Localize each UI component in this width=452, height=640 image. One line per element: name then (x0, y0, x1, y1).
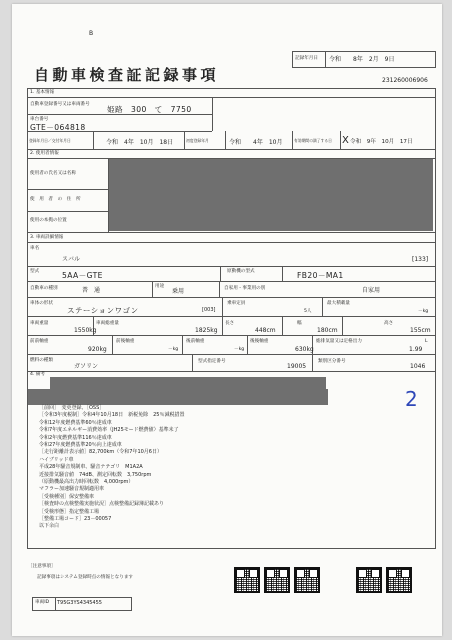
qr-code-3 (294, 567, 320, 593)
remark-line: ［受検形態］指定整備工場 (39, 508, 100, 515)
use-label: 用途 (155, 284, 165, 289)
section4-heading: 4. 備考 (30, 372, 46, 377)
remark-line: 令和7年度エネルギー消費効率（JH25モード燃費値）基準未了 (39, 427, 179, 434)
engine-value: FB20－MA1 (297, 271, 344, 280)
document-number: 231260006906 (382, 77, 428, 84)
notice-text: 記録事項はシステム登録時点の情報となります (37, 575, 134, 580)
expiry-value: 令和 9年 10月 17日 (350, 139, 413, 145)
class-number-label: 類別区分番号 (318, 359, 346, 364)
capacity-value: 5人 (304, 309, 312, 314)
capacity-label: 乗車定員 (227, 301, 246, 306)
fuel-type-value: ガソリン (74, 363, 99, 370)
qr-code-5 (386, 567, 412, 593)
first-year-label: 初度登録年月 (186, 138, 209, 143)
reg-number-label: 自動車登録番号又は車両番号 (30, 102, 90, 107)
make-label: 車名 (30, 246, 40, 251)
chassis-number-label: 車台番号 (30, 117, 49, 122)
length-label: 長さ (225, 321, 235, 326)
remark-line: 以下余白 (39, 523, 60, 530)
front-front-axle-label: 前前軸重 (30, 339, 49, 344)
vehicle-weight-value: 1550kg (74, 327, 97, 334)
first-year-value: 令和 4年 10月 (229, 139, 283, 146)
remark-line: 近接排気騒音値 74dB、測定回転数 3,750rpm (39, 471, 152, 478)
private-business-label: 自家用・事業用の別 (224, 286, 266, 291)
first-reg-value: 令和 4年 10月 18日 (106, 139, 174, 146)
model-label: 型式 (30, 269, 40, 274)
remark-line: ［令和3年度税制］令和4年10月18日 新税免除 25％減税措置 (39, 412, 185, 419)
make-code: [133] (412, 256, 429, 263)
front-rear-axle-label: 前後軸重 (116, 339, 135, 344)
displacement-label: 総排気量又は定格出力 (316, 339, 362, 344)
vehicle-kind-value: 普 通 (82, 287, 101, 294)
gross-weight-label: 車両総重量 (96, 321, 119, 326)
rear-rear-axle-label: 後後軸重 (250, 339, 269, 344)
handwritten-mark: 2 (405, 387, 418, 411)
expiry-prefix-mark: X (342, 135, 349, 146)
use-value: 乗用 (172, 288, 185, 295)
width-value: 180cm (317, 327, 338, 334)
qr-code-1 (234, 567, 260, 593)
qr-code-2 (264, 567, 290, 593)
vehicle-weight-label: 車両重量 (30, 321, 49, 326)
first-reg-label: 登録年月日／交付年月日 (29, 138, 71, 143)
remark-line: 令和2年度燃費基準116％達成車 (39, 434, 112, 441)
remark-line: ［前回］ 変更登録、［OSS］ (39, 405, 105, 411)
inspection-record-sheet (12, 4, 442, 636)
max-load-value: －kg (418, 309, 429, 314)
base-location-label: 使用の本拠の位置 (30, 218, 67, 223)
remark-line: （原動機最高出力時回転数 4,000rpm） (39, 479, 134, 485)
redacted-user-info (109, 159, 433, 231)
body-shape-value: ステーションワゴン (67, 306, 139, 315)
chassis-number-value: GTE－064818 (30, 123, 86, 132)
max-load-label: 最大積載量 (327, 301, 350, 306)
front-rear-axle-value: －kg (168, 347, 179, 352)
remark-line: 令和12年度燃費基準60％達成車 (39, 419, 112, 426)
rear-front-axle-label: 後前軸重 (186, 339, 205, 344)
remark-line: ［受検種別］保安整備車 (39, 493, 95, 500)
engine-label: 原動機の型式 (227, 269, 255, 274)
vehicle-id-label: 車両ID (35, 600, 50, 605)
redacted-remarks-band (28, 389, 328, 405)
user-address-label: 使 用 者 の 住 所 (30, 197, 81, 202)
remark-line: マフラー加速騒音規制適用車 (39, 486, 105, 493)
rear-rear-axle-value: 630kg (295, 346, 314, 353)
rear-front-axle-value: －kg (234, 347, 245, 352)
remark-line: ハイブリッド車 (39, 456, 74, 463)
section3-heading: 3. 車両詳細情報 (30, 235, 64, 240)
front-front-axle-value: 920kg (88, 346, 107, 353)
section1-heading: 1. 基本情報 (30, 90, 55, 95)
height-value: 155cm (410, 327, 431, 334)
model-value: 5AA－GTE (62, 271, 103, 280)
type-number-value: 19005 (287, 363, 307, 370)
record-date-value: 令和 8年 2月 9日 (329, 56, 395, 63)
document-title: 自動車検査証記録事項 (34, 66, 220, 84)
vehicle-kind-label: 自動車の種別 (30, 286, 58, 291)
displacement-value: 1.99 (409, 346, 423, 353)
width-label: 幅 (297, 321, 302, 326)
class-number-value: 1046 (410, 363, 426, 370)
height-label: 高さ (384, 321, 394, 326)
displacement-unit: L (425, 339, 428, 344)
letter-b: B (89, 30, 94, 37)
user-name-label: 使用者の氏名又は名称 (30, 171, 76, 176)
remark-line: ［整備工場コード］23－00057 (39, 516, 112, 522)
make-value: スバル (62, 256, 81, 263)
private-business-value: 自家用 (362, 287, 381, 294)
record-date-label: 記録年月日 (295, 56, 318, 61)
remark-line: 令和27年度燃費基準20％向上達成車 (39, 442, 122, 448)
length-value: 448cm (255, 327, 276, 334)
gross-weight-value: 1825kg (195, 327, 218, 334)
reg-number-value: 姫路 300 て 7750 (107, 105, 192, 114)
expiry-label: 有効期間の満了する日 (294, 138, 332, 143)
notice-title: ［注意事項］ (28, 564, 56, 569)
remark-line: 平成28年騒音規制車、騒音ナテゴリ M1A2A (39, 464, 143, 471)
remark-line: ［走行距離計表示値］82,700km（令和7年10月6日） (39, 449, 162, 456)
vehicle-id-value: T95G3YS4345455 (57, 600, 102, 606)
qr-code-4 (356, 567, 382, 593)
body-shape-code: [003] (202, 307, 216, 313)
remark-line: ［検査時の点検整備実施状況］点検整備記録簿記載あり (39, 501, 165, 508)
section2-heading: 2. 使用者情報 (30, 151, 59, 156)
fuel-type-label: 燃料の種類 (30, 358, 53, 363)
body-shape-label: 車体の形状 (30, 301, 53, 306)
type-number-label: 型式指定番号 (198, 359, 226, 364)
